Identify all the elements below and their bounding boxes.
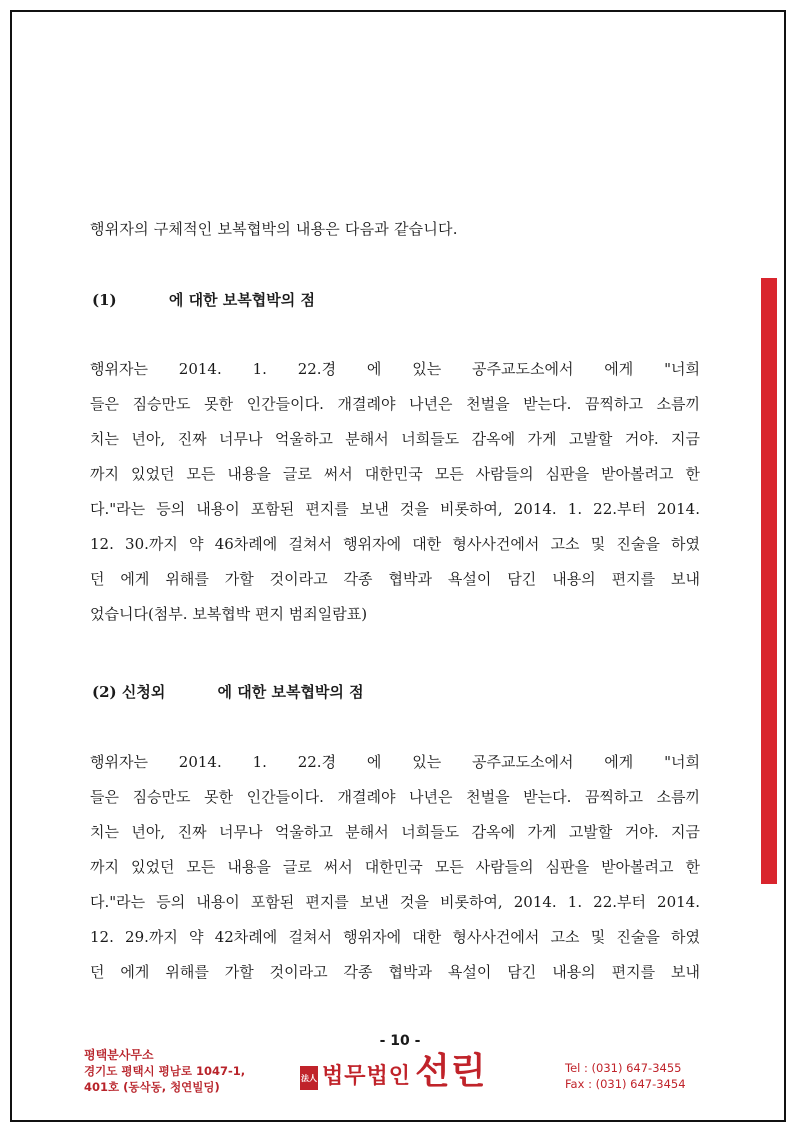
body-line: 행위자는 2014. 1. 22.경 에 있는 공주교도소에서 에게 "너희 <box>90 360 700 378</box>
firm-label: 법무법인 <box>322 1064 412 1089</box>
body-line: 치는 년아, 진짜 너무나 억울하고 분해서 너희들도 감옥에 가게 고발할 거야. 지금 <box>90 430 700 448</box>
section-1-heading: (1) 에 대한 보복협박의 점 <box>92 291 315 309</box>
footer-contact <box>565 1060 686 1092</box>
body-line: 던 에게 위해를 가할 것이라고 각종 협박과 욕설이 담긴 내용의 편지를 보내 <box>90 570 700 588</box>
firm-brand: 선린 <box>415 1051 487 1092</box>
body-line: 12. 29.까지 약 42차례에 걸쳐서 행위자에 대한 형사사건에서 고소 및 진술을 하였 <box>90 928 700 946</box>
fax-number: Fax : (031) 647-3454 <box>565 1077 686 1091</box>
side-accent-bar <box>761 278 777 884</box>
office-name: 평택분사무소 <box>84 1048 154 1062</box>
body-line: 다."라는 등의 내용이 포함된 편지를 보낸 것을 비롯하여, 2014. 1. 22.부터 2014. <box>90 893 700 911</box>
section-2-body <box>90 745 700 990</box>
body-line: 들은 짐승만도 못한 인간들이다. 개결례야 나년은 천벌을 받는다. 끔찍하고 소름끼 <box>90 395 700 413</box>
body-line: 까지 있었던 모든 내용을 글로 써서 대한민국 모든 사람들의 심판을 받아볼려고 한 <box>90 465 700 483</box>
body-line: 들은 짐승만도 못한 인간들이다. 개결례야 나년은 천벌을 받는다. 끔찍하고 소름끼 <box>90 788 700 806</box>
body-line: 던 에게 위해를 가할 것이라고 각종 협박과 욕설이 담긴 내용의 편지를 보내 <box>90 963 700 981</box>
body-line: 었습니다(첨부. 보복협박 편지 범죄일람표) <box>90 605 368 623</box>
footer-office-info <box>84 1047 245 1095</box>
body-line: 12. 30.까지 약 46차례에 걸쳐서 행위자에 대한 형사사건에서 고소 및 진술을 하였 <box>90 535 700 553</box>
body-line: 까지 있었던 모든 내용을 글로 써서 대한민국 모든 사람들의 심판을 받아볼려고 한 <box>90 858 700 876</box>
page-number: - 10 - <box>379 1033 421 1049</box>
address-line-2: 401호 (동삭동, 청연빌딩) <box>84 1080 220 1094</box>
firm-logo <box>300 1051 487 1092</box>
intro-text: 행위자의 구체적인 보복협박의 내용은 다음과 같습니다. <box>90 220 458 238</box>
firm-emblem-icon: 法人 <box>300 1066 318 1090</box>
body-line: 다."라는 등의 내용이 포함된 편지를 보낸 것을 비롯하여, 2014. 1. 22.부터 2014. <box>90 500 700 518</box>
body-line: 행위자는 2014. 1. 22.경 에 있는 공주교도소에서 에게 "너희 <box>90 753 700 771</box>
section-2-heading: (2) 신청외 에 대한 보복협박의 점 <box>92 683 364 701</box>
section-1-body <box>90 352 700 632</box>
body-line: 치는 년아, 진짜 너무나 억울하고 분해서 너희들도 감옥에 가게 고발할 거야. 지금 <box>90 823 700 841</box>
address-line-1: 경기도 평택시 평남로 1047-1, <box>84 1064 246 1078</box>
phone-number: Tel : (031) 647-3455 <box>565 1061 682 1075</box>
